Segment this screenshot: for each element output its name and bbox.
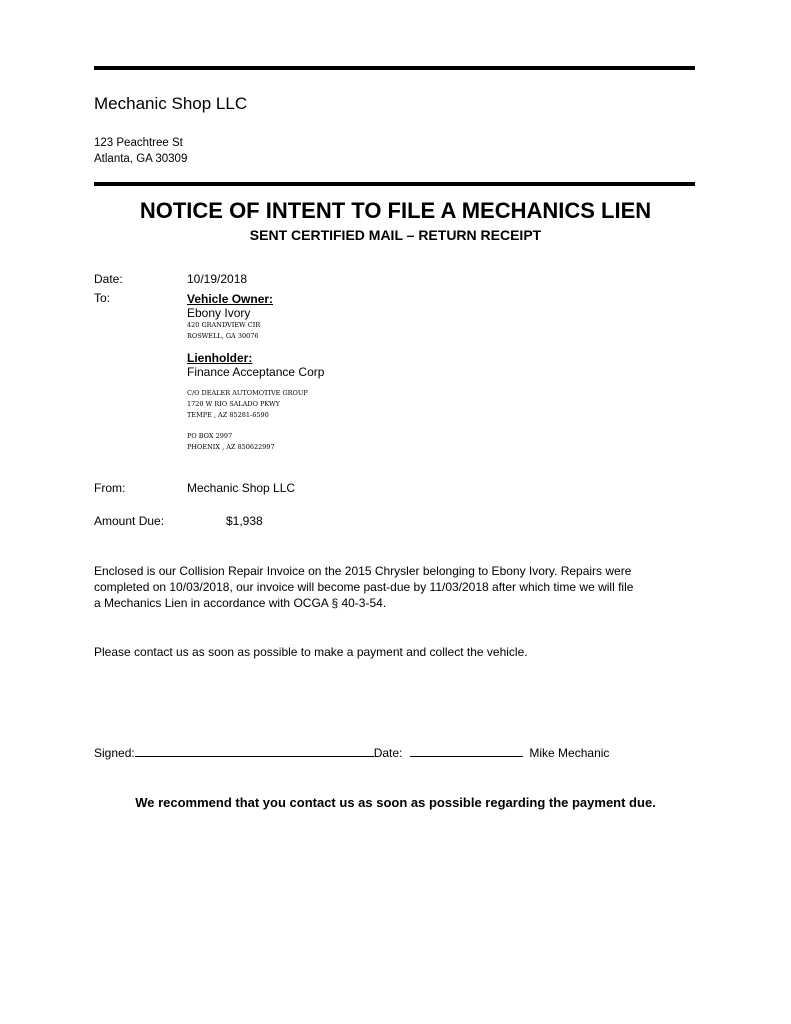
notice-title: NOTICE OF INTENT TO FILE A MECHANICS LIEN (139, 198, 652, 223)
lienholder-heading: Lienholder: (187, 351, 253, 365)
lienholder-address-line: C/O DEALER AUTOMOTIVE GROUP (187, 389, 308, 397)
lienholder-address-line: 1720 W RIO SALADO PKWY (187, 400, 280, 408)
vehicle-owner-address-line1: 420 GRANDVIEW CIR (187, 321, 261, 329)
body-paragraph-line: completed on 10/03/2018, our invoice will become past-due by 11/03/2018 after which time we will file (94, 580, 634, 594)
vehicle-owner-heading: Vehicle Owner: (187, 292, 274, 306)
company-address-line1: 123 Peachtree St (94, 137, 183, 149)
signature-date-line (410, 744, 523, 757)
company-name: Mechanic Shop LLC (94, 94, 248, 113)
amount-due-label: Amount Due: (94, 514, 165, 528)
from-label: From: (94, 481, 126, 495)
signer-name: Mike Mechanic (529, 746, 610, 760)
date-label: Date: (94, 272, 123, 286)
lienholder-address-line: TEMPE , AZ 85281-6590 (187, 411, 269, 419)
header-rule (94, 182, 695, 186)
recommendation-text: We recommend that you contact us as soon as possible regarding the payment due. (135, 795, 656, 810)
signature-date-label: Date: (373, 746, 403, 760)
vehicle-owner-name: Ebony Ivory (187, 306, 251, 320)
amount-due-value: $1,938 (226, 514, 263, 528)
lienholder-name: Finance Acceptance Corp (187, 365, 325, 379)
notice-subtitle: SENT CERTIFIED MAIL – RETURN RECEIPT (249, 227, 542, 243)
date-value: 10/19/2018 (187, 272, 248, 286)
contact-paragraph: Please contact us as soon as possible to make a payment and collect the vehicle. (94, 645, 528, 659)
to-label: To: (94, 291, 111, 305)
vehicle-owner-address-line2: ROSWELL, GA 30076 (187, 332, 259, 340)
company-address-line2: Atlanta, GA 30309 (94, 153, 188, 165)
from-value: Mechanic Shop LLC (187, 481, 296, 495)
lienholder-po-line: PHOENIX , AZ 850622997 (187, 443, 275, 451)
signature-line (135, 744, 374, 757)
body-paragraph-line: a Mechanics Lien in accordance with OCGA § 40-3-54. (94, 596, 387, 610)
body-paragraph-line: Enclosed is our Collision Repair Invoice on the 2015 Chrysler belonging to Ebony Ivory. Repairs were (94, 564, 632, 578)
top-rule (94, 66, 695, 70)
lienholder-po-line: PO BOX 2997 (187, 432, 233, 440)
signed-label: Signed: (94, 746, 135, 760)
signature-row (94, 744, 609, 760)
